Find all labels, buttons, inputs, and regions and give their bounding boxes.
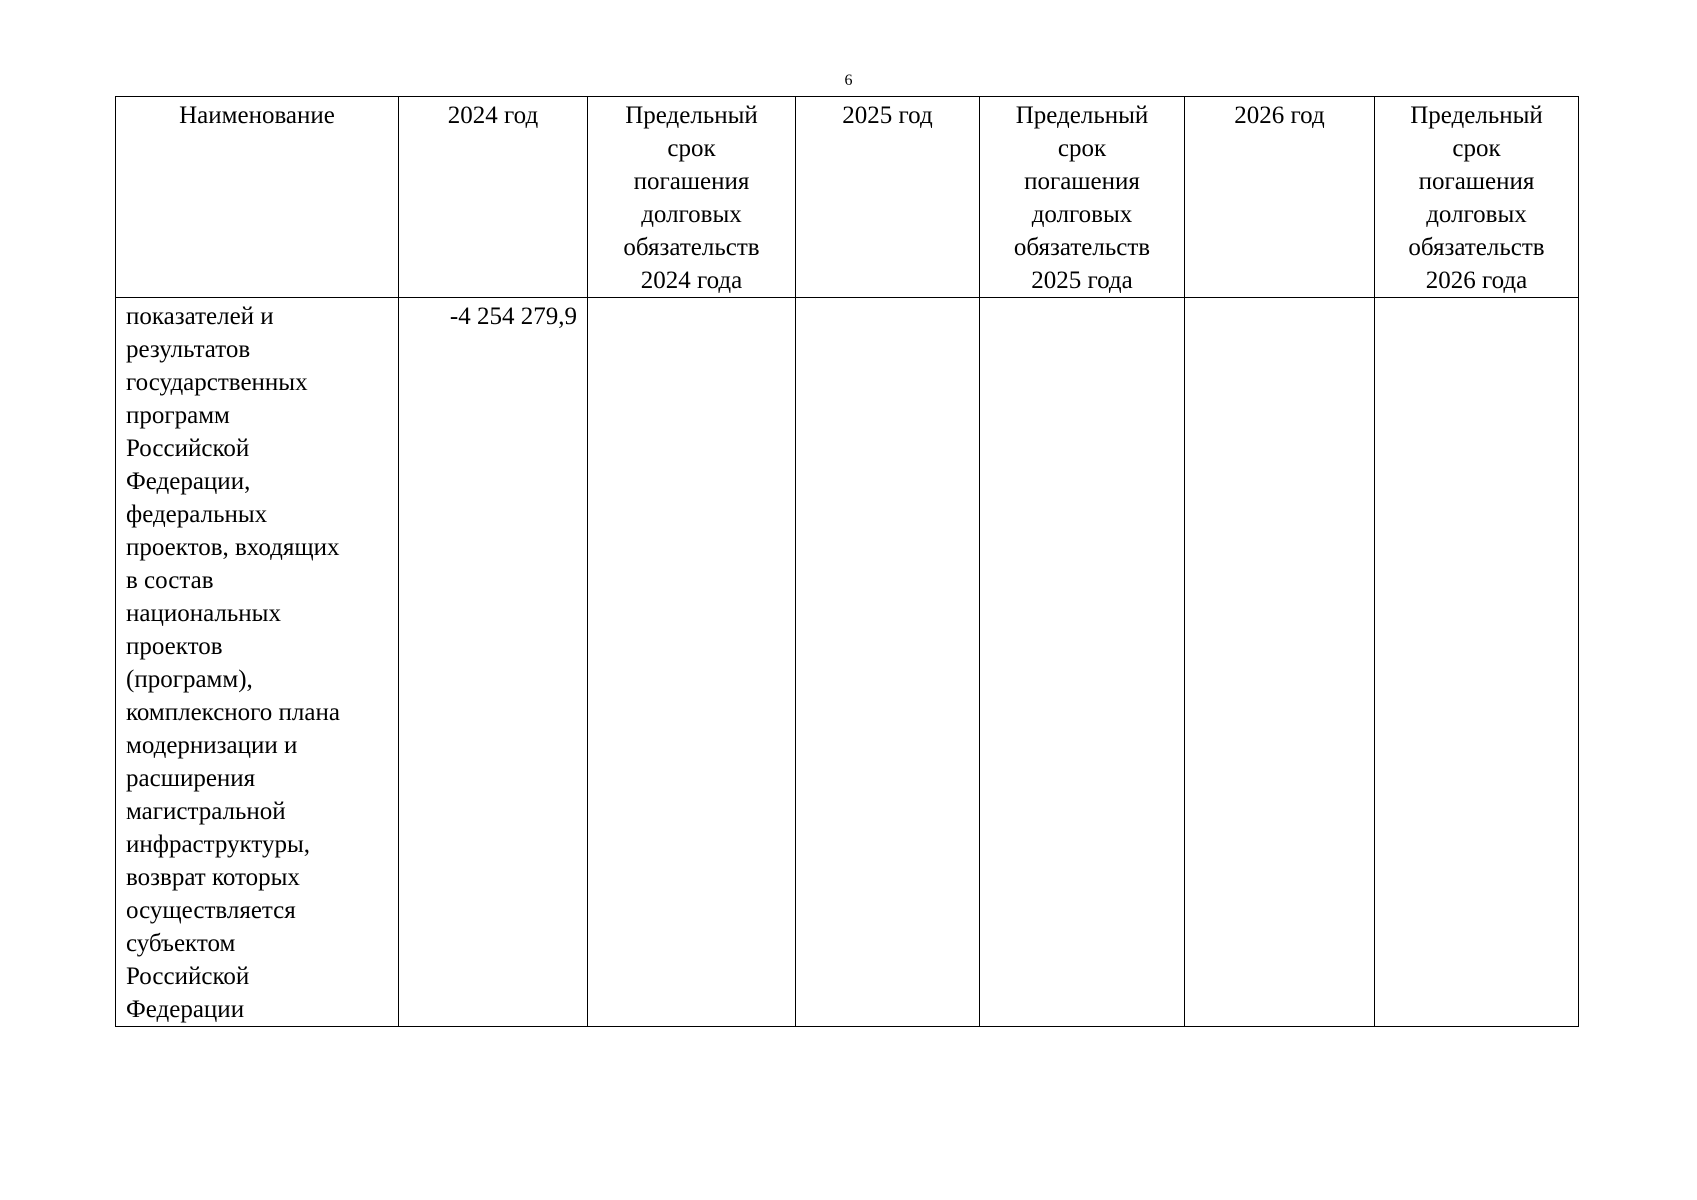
row-value-2026 bbox=[1185, 298, 1375, 1027]
header-term-2024: Предельный срок погашения долговых обязательств 2024 года bbox=[588, 97, 796, 298]
row-value-2025 bbox=[796, 298, 980, 1027]
header-2026: 2026 год bbox=[1185, 97, 1375, 298]
table-header-row bbox=[116, 97, 1579, 298]
header-2024: 2024 год bbox=[399, 97, 588, 298]
header-2025: 2025 год bbox=[796, 97, 980, 298]
table-row bbox=[116, 298, 1579, 1027]
header-term-2026: Предельный срок погашения долговых обязательств 2026 года bbox=[1375, 97, 1579, 298]
row-value-2024: -4 254 279,9 bbox=[399, 298, 588, 1027]
debt-table bbox=[115, 96, 1579, 1027]
header-name: Наименование bbox=[116, 97, 399, 298]
page-number: 6 bbox=[844, 72, 853, 89]
row-term-2026 bbox=[1375, 298, 1579, 1027]
row-term-2025 bbox=[980, 298, 1185, 1027]
row-term-2024 bbox=[588, 298, 796, 1027]
header-term-2025: Предельный срок погашения долговых обязательств 2025 года bbox=[980, 97, 1185, 298]
row-name-cell: показателей и результатов государственных программ Российской Федерации, федеральных проектов, входящих в состав национальных проектов (программ), комплексного плана модернизации и расширения магистральной инфраструктуры, возврат которых осуществляется субъектом Российской Федерации bbox=[116, 298, 399, 1027]
